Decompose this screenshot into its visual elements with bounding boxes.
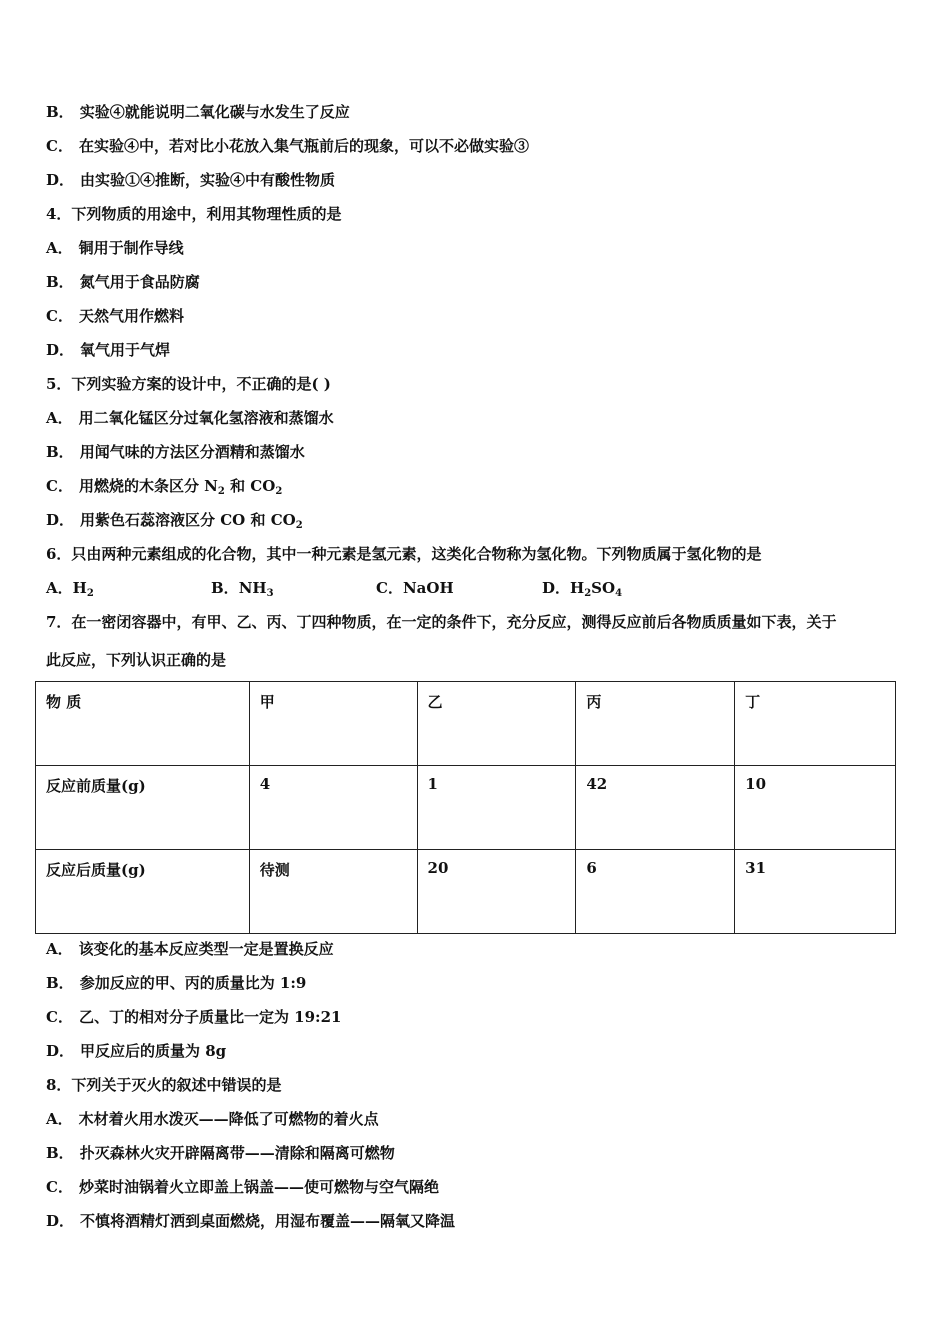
table-row [36,766,896,850]
table-cell: 反应前质量(g) [36,766,250,850]
q4-option-d: D． 氧气用于气焊 [46,341,171,359]
q3-option-c: C． 在实验④中，若对比小花放入集气瓶前后的现象，可以不必做实验③ [46,137,529,155]
table-cell: 反应后质量(g) [36,850,250,934]
q5-option-b: B． 用闻气味的方法区分酒精和蒸馏水 [46,443,305,461]
q5-option-c: C． 用燃烧的木条区分 $N_2$ 和 $CO_2$ [46,477,283,497]
mass-table [35,681,896,934]
q8-option-a: A． 木材着火用水泼灭——降低了可燃物的着火点 [46,1110,379,1128]
table-cell: 6 [576,850,735,934]
q8-option-c: C． 炒菜时油锅着火立即盖上锅盖——使可燃物与空气隔绝 [46,1178,439,1196]
q4-option-c: C． 天然气用作燃料 [46,307,184,325]
q4-stem: 4．下列物质的用途中，利用其物理性质的是 [46,205,342,223]
table-header-row [36,682,896,766]
q3-option-d: D． 由实验①④推断，实验④中有酸性物质 [46,171,336,189]
q5-option-d: D． 用紫色石蕊溶液区分 CO 和 $CO_2$ [46,511,303,531]
q7-stem-line2: 此反应，下列认识正确的是 [46,651,227,669]
q6-option-c: C．NaOH [376,579,454,597]
q4-option-a: A． 铜用于制作导线 [46,239,184,257]
table-row [36,850,896,934]
q4-option-b: B． 氮气用于食品防腐 [46,273,200,291]
q7-option-b: B． 参加反应的甲、丙的质量比为 1:9 [46,974,307,992]
q3-option-b: B． 实验④就能说明二氧化碳与水发生了反应 [46,103,350,121]
q7-option-a: A． 该变化的基本反应类型一定是置换反应 [46,940,334,958]
table-cell: 物 质 [36,682,250,766]
table-cell: 待测 [249,850,417,934]
table-cell: 丁 [735,682,896,766]
table-cell: 31 [735,850,896,934]
table-cell: 10 [735,766,896,850]
q7-stem-line1: 7．在一密闭容器中，有甲、乙、丙、丁四种物质，在一定的条件下，充分反应，测得反应前后各物质质量如下表，关于 [46,613,837,631]
q7-option-d: D． 甲反应后的质量为 8g [46,1042,227,1060]
table-cell: 1 [417,766,576,850]
table-cell: 丙 [576,682,735,766]
q6-option-d: D．$H_2SO_4$ [542,579,623,599]
q6-stem: 6．只由两种元素组成的化合物，其中一种元素是氢元素，这类化合物称为氢化物。下列物质属于氢化物的是 [46,545,762,563]
q5-stem: 5．下列实验方案的设计中，不正确的是( ) [46,375,331,393]
q8-option-d: D． 不慎将酒精灯洒到桌面燃烧，用湿布覆盖——隔氧又降温 [46,1212,456,1230]
q6-option-b: B．$NH_3$ [211,579,274,599]
q8-option-b: B． 扑灭森林火灾开辟隔离带——清除和隔离可燃物 [46,1144,395,1162]
q5-option-a: A． 用二氧化锰区分过氧化氢溶液和蒸馏水 [46,409,334,427]
q7-option-c: C． 乙、丁的相对分子质量比一定为 19:21 [46,1008,342,1026]
table-cell: 20 [417,850,576,934]
q6-option-a: A．$H_2$ [46,579,94,599]
q8-stem: 8．下列关于灭火的叙述中错误的是 [46,1076,282,1094]
table-cell: 甲 [249,682,417,766]
table-cell: 4 [249,766,417,850]
table-cell: 乙 [417,682,576,766]
table-cell: 42 [576,766,735,850]
